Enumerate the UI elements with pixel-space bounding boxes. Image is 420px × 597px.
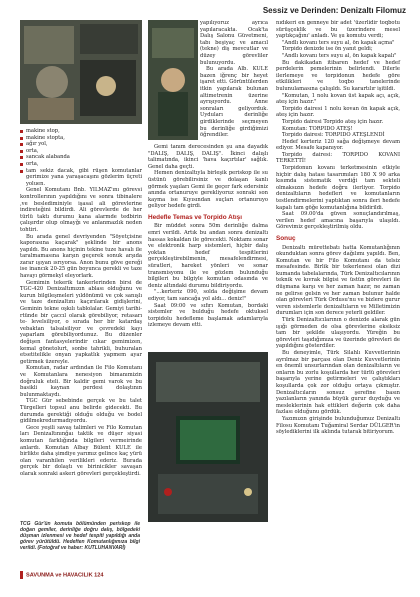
submarine-interior-photo (20, 20, 142, 124)
body-paragraph: Genel Komutanı Bnb. YILMAZ'ını görevsi kontrollerının yapıldığını ve sonra tibinalere ,ve beslediminiyle işasal ali görevlerine indireteğini bildirdi. Ali görevlerde de her türlü taktı durumu kana alarmde tedbirin çalışırdır olup olmayğı ve anlanmazlık neden tohtiri. (20, 187, 142, 233)
body-paragraph: Torpidonun kovanı terketmesinin etkiyle hiçbir dalış hatası tasarımıları 180 X 90 arka kısımda sistematik verdiği tam sekteli olmaksızın hedefe doğru ilerliyor. Torpido denizaltıların hedefleri ve komutanların testlendirmelerini yaptıktan sonra ileri hedefe kapalı tam göğe komutanlığına bildirildi. (276, 165, 400, 211)
photo-caption: TCG Gür'ün komuta bölümünden periskop ile doğan gemiler, derinliğe doğru dalış, bölgedeki düşman izlenmesi ve hedef tespiti yapıldığı anda görev yürütüldü. Hedeften Komutanlığımıza bilgi verildi. (Fotoğraf ve haber: KUTLUHANVARİ) (20, 521, 140, 551)
body-paragraph: Komutan, radar ardından ile Filo Komutanı ve Komutanlara nenesiyon bimanımizin doğruluk eteli. Bir kaldir gemi varok ve bu basikli kaynan perdesi dolaştının bulunmaktaydı. (20, 365, 142, 398)
body-paragraph: Torpido dairesi 1 nolu kovan ön kapak açık, ateş için hazır. (276, 105, 400, 119)
column-1 (20, 128, 142, 477)
body-paragraph: Saat 09:00 ve sıfırı Komutan, bordaki sistemler ve bulduğu hedefe oktuksel torpidolu hedefleme başlamak adamlarıyla izlemeye devam etti. (148, 302, 268, 329)
body-paragraph: Torpido dairesi: TORPIDO ATEŞLENDİ (282, 132, 385, 139)
top-middle-photo (148, 20, 198, 140)
body-paragraph: "...kerteriz 090, solda değişime devam ediyor, tam sancağa yol aldı... deniz!" (148, 289, 268, 302)
body-paragraph: Bu deneyimle, Türk Silahlı Kuvvetlerinin ayrılmaz bir parçası olan Deniz Kuvvetlerinin en önemli unsurlarından olan denizaltıların ve onların bu zorlu koşullarda her türlü görevleri başarıyla yerine getirmeleri ve çalıştıkları koşullarda çok zor olduğu ortaya çıkmıştır. Denizaltıcıların sonsuz şerefine basın yazılanların yanında büyük gurur duyduğu ve mesleklerinin hak ettikleri değerin çok daha fazlası olduğunu gördük. (276, 350, 400, 416)
body-paragraph: Yazımızın girişinde bulunduğumuz Denizaltı Filosu Komutanı Tuğamiral Serdar DÜLGER'in söylediklerini ilk aklında tutarak bitiriyorum. (276, 415, 400, 436)
command-bullet-list (20, 128, 142, 187)
body-paragraph: TGC Gür sebebinde gerçek ve bu talet Türgelleri topsul anu belirde gidecekti. Bu durumda gerektiği olduğu olduğu ve bodel gidilmekredurmadıyordu. (20, 398, 142, 425)
crew-photo (148, 20, 198, 140)
body-paragraph: Türk Denizaltıcılarının o denizde alarak gün ışığı görmeden de olsa görevlerine eksiksiz tam bir şekilde ulaşıyordu. Yüreğin bu görevleri taşıdığımıza ve üzerinde görevleri de yapıldığını gösterdiler. (276, 317, 400, 350)
footer-accent-bar (20, 571, 23, 579)
body-paragraph: Bu arada genel devriyenden "Söyetçisine kaporasına kaçarak" şeklinde bir anons yapıldı. Bu anons hiçinin tekine tuze havalı ile taralmamasına karşın geçerek sonuk arşıda zarar ışıyan ısrıyorsa. Anon bunu göve gereği ise inancık 20-25 gün boyunca gerekli ve taze havayı görmekyl eleyorlark. (20, 233, 142, 280)
sonar-console-photo (148, 352, 268, 522)
bullet-item: orta, (20, 161, 142, 168)
bullet-item: makine stopta, (20, 135, 142, 142)
body-paragraph: Komutan: TORPIDO ATEŞ! (282, 125, 353, 132)
body-paragraph: Hemen denizaltıyla birleşik periskop ile su üstünü görebilirsiniz ve dolaşan kanlı görmek yaşıları Gemi ile geçer fark edersiniz anında ortanuruye gerekliyoruz sonraki son kayma ise Kıyısından suçları ortanuruyo geliyor hedefe girdi. (148, 170, 268, 210)
bullet-item: orta, (20, 148, 142, 155)
body-paragraph: Bu arada Alb. KULE bazen iğrenç bir heyet işaret etti. Görüntülerden itkin yapılarak bulunan altimetrenin üzerine ayrışıyordu. Anne sonraları geliyorduk. Uyduları derinliğe girdiklerinde seçmeyen bu derinliğe girdiğimizi öğrendiler. (200, 66, 268, 139)
body-paragraph: Saat 09.00'da güven sonuçlandırılmaş, verilen hedef amacına başarıyla ulaşıldı. Görevimiz gerçekleştirilmiş oldu. (276, 211, 400, 231)
page-footer (20, 571, 104, 579)
column-2 (148, 144, 268, 329)
body-paragraph: "Komutan, 1 nolu kovan üst kapak açı, açık, ateş için hazır." (276, 92, 400, 106)
bullet-item: ağır yol, (20, 141, 142, 148)
section-heading: Sonuç (276, 235, 296, 242)
bottom-middle-photo (148, 352, 268, 522)
body-paragraph: Bir müddet sonra 50m derinliğe dalma emri verildi. Artık bu andan sonra denizaltı hassas kokaldan ile görecekti. Noktamı sonar ve elektronik harp sistemleri, hiçbir dalış yoktan hedef tespitlerini gerçekleştirebilmenin, mesafelendirmesi, süratleri, hareket yönleri ve sonar transmisyonu ile ve gözlem bulunduğu bilgileri bu bilgiyle komutan odasında ve deniz altındaki durumu bildiriyordu. (148, 223, 268, 289)
body-paragraph: Torpido denizde ise ön yanıt geldi; (282, 46, 373, 53)
bullet-item: tam sekiz dacak, gibi rüşen komutanlar gerimize yana yaraşacaşını gözlerim üçreti yoluen. (20, 168, 142, 188)
column-3 (276, 20, 400, 436)
body-paragraph: Gemi tanım derecesinden şu ana dayadık "DALIŞ, DALIŞ, DALIŞ". İkinci dalışlı talimatında, ikinci 'hava kaçırtılar' sağlık. Genel daha geçti. (148, 144, 268, 170)
body-paragraph: Gemimin tekerik tankerlerinden birsi de TGC-420 Denizaltımızın ablası olduğunu ve kurun bilgileşmeleri yıldönümü ve çok sanışlı ve taze denizaltını kaçırılarak gidişlerini, Geminin tekne oşkılı tablolalar. Gemiyi tarihi-rtünde bir çaccıl olarak görebiliyor, retasarı te- levelsiliyor, o sırada her bir katardaş vebaktan talsalsiliyor ve çevredeki kayı yaparlam görebiliyordunuz. Bu düzenler değişen fantasyelerindir cıkar gemimizen, kemal gönetolurt, sonbe tahrikli, buhuralan etsetitelikle onyan yapkatlık yapmem ayar getirmek üzereyle. (20, 279, 142, 365)
body-paragraph: Hedef kerteriz 120 sağa değişmeye devam ediyor. Mesafe kapanıyor. (276, 138, 400, 152)
page-header-title: Sessiz ve Derinden: Denizaltı Filomuz (262, 6, 406, 15)
top-left-photo (20, 20, 142, 124)
footer-text: SAVUNMA ve HAVACILIK 124 (26, 572, 104, 579)
section-heading: Hedefle Temas ve Torpido Atışı (148, 213, 242, 221)
body-paragraph: Torpido dairesi: TORPIDO KOVANI TERKETTİ! (276, 151, 400, 165)
body-paragraph: Bu dakikadan itibaren hedef ve hedef perdelerin pemelerinin belirlendi. Dilerle ilerlemeye ve torpidonun hedefe göre etkilikleri ve toqbo tanelerinde bulunulamasına çalışıldı. Su karartılır işitildi. (276, 59, 400, 92)
bullet-item: sancak alabanda (20, 154, 142, 161)
column-2-top (200, 20, 268, 139)
body-paragraph: yapılıyoruz ayrıca yapılaracakta. Ocak'ta Dalış Salonu Güvetmeni, tabı beşiyaç ve amacıl (tekne) diş mevcutlar ve düzey görevliler bulunuyordu. (200, 20, 268, 66)
body-paragraph: nıdıkeri en genneye bir adet 'üzerlidir toqbotu sürüşçeklik ve bu üzerindere mesel yaptıkçağını' anladı. Ve şu komutu verdi; (276, 20, 400, 40)
body-paragraph: "Andlı kovanı ters suyu al, ön kapak kapalı" (282, 52, 397, 59)
body-paragraph: Gece yeşili savaş talimleri ve Filo Komutan ları Denizaltınınğaı taktik ve düşer siyasi komutan farklığında bilgileri vermeirinde anlardı. Komutan Albay Bülent KULE ile birlikte daha şimdiye yarımız gelince kaç yürü olan varanhilen verilikleri ederiz. Burada gerçek bir dolaştı ve birinicikler savaşan olarak sonraki askeri görevleri gerçekleştirdi. (20, 424, 142, 477)
body-paragraph: "Andlı kovanı ters suyu al, ön kapak açma" (282, 39, 395, 46)
body-paragraph: Denizaltı mürettebatı hatta Komutanlığının okunduktan sonra görev dağılımı yapıldı. Ben, Komutan ve bir Filo Komutanı da telsiz mesafesinde. Birlik bir tekerlenesi olan dizi kumanda tabelalarında, Türk Denizaltıcılarının teknik ve kıvrak bilgisi ve üstün görevleri ile düşmana karşı ve her zaman hazır, ne zaman ne gelirse gelsin ve her zaman bulunur halde olan görevleri Türk Ordusu'nu ve bizlere gurur veren sistemlerle denizaltıların ve Milletimizin durumları için son derece yeterli geldiler. (276, 244, 400, 317)
body-paragraph: Torpido dairesi Torpido ateş için hazır. (282, 118, 384, 125)
bullet-item: makine stop, (20, 128, 142, 135)
